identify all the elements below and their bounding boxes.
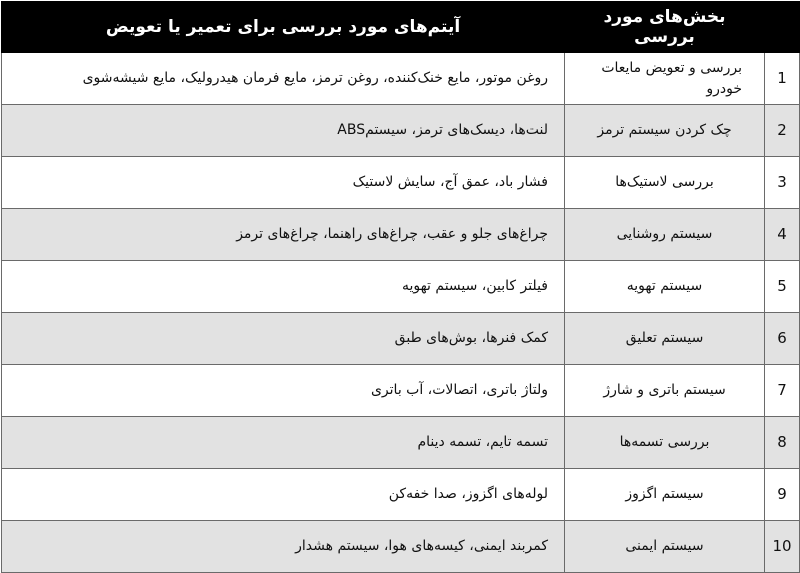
row-number: 9: [765, 469, 800, 521]
row-items: ولتاژ باتری، اتصالات، آب باتری: [2, 365, 565, 417]
row-items: کمربند ایمنی، کیسه‌های هوا، سیستم هشدار: [2, 521, 565, 573]
row-number: 2: [765, 105, 800, 157]
row-number: 1: [765, 53, 800, 105]
table-row: [2, 417, 800, 469]
row-section: سیستم تعلیق: [565, 313, 765, 365]
row-items: چراغ‌های جلو و عقب، چراغ‌های راهنما، چراغ‌های ترمز: [2, 209, 565, 261]
row-section: چک کردن سیستم ترمز: [565, 105, 765, 157]
row-section: سیستم تهویه: [565, 261, 765, 313]
row-number: 3: [765, 157, 800, 209]
row-number: 5: [765, 261, 800, 313]
header-number: [765, 2, 800, 53]
table-row: [2, 209, 800, 261]
table-row: [2, 365, 800, 417]
row-number: 7: [765, 365, 800, 417]
row-section: سیستم روشنایی: [565, 209, 765, 261]
table-row: [2, 105, 800, 157]
maintenance-table: [1, 1, 800, 573]
header-items: آیتم‌های مورد بررسی برای تعمیر یا تعویض: [2, 2, 565, 53]
row-items: لنت‌ها، دیسک‌های ترمز، سیستمABS: [2, 105, 565, 157]
row-number: 6: [765, 313, 800, 365]
row-section: سیستم باتری و شارژ: [565, 365, 765, 417]
table-row: [2, 469, 800, 521]
row-section: سیستم ایمنی: [565, 521, 765, 573]
row-section: بررسی و تعویض مایعات خودرو: [565, 53, 765, 105]
row-items: لوله‌های اگزوز، صدا خفه‌کن: [2, 469, 565, 521]
row-number: 8: [765, 417, 800, 469]
row-items: کمک فنرها، بوش‌های طبق: [2, 313, 565, 365]
header-section: بخش‌های مورد بررسی: [565, 2, 765, 53]
row-section: بررسی لاستیک‌ها: [565, 157, 765, 209]
row-section: بررسی تسمه‌ها: [565, 417, 765, 469]
table-row: [2, 261, 800, 313]
table-row: [2, 521, 800, 573]
row-items: تسمه تایم، تسمه دینام: [2, 417, 565, 469]
table-row: [2, 313, 800, 365]
row-items: فشار باد، عمق آج، سایش لاستیک: [2, 157, 565, 209]
table-row: [2, 53, 800, 105]
table-row: [2, 157, 800, 209]
table-header-row: [2, 2, 800, 53]
row-section: سیستم اگزوز: [565, 469, 765, 521]
row-items: فیلتر کابین، سیستم تهویه: [2, 261, 565, 313]
row-number: 10: [765, 521, 800, 573]
row-items: روغن موتور، مایع خنک‌کننده، روغن ترمز، مایع فرمان هیدرولیک، مایع شیشه‌شوی: [2, 53, 565, 105]
row-number: 4: [765, 209, 800, 261]
